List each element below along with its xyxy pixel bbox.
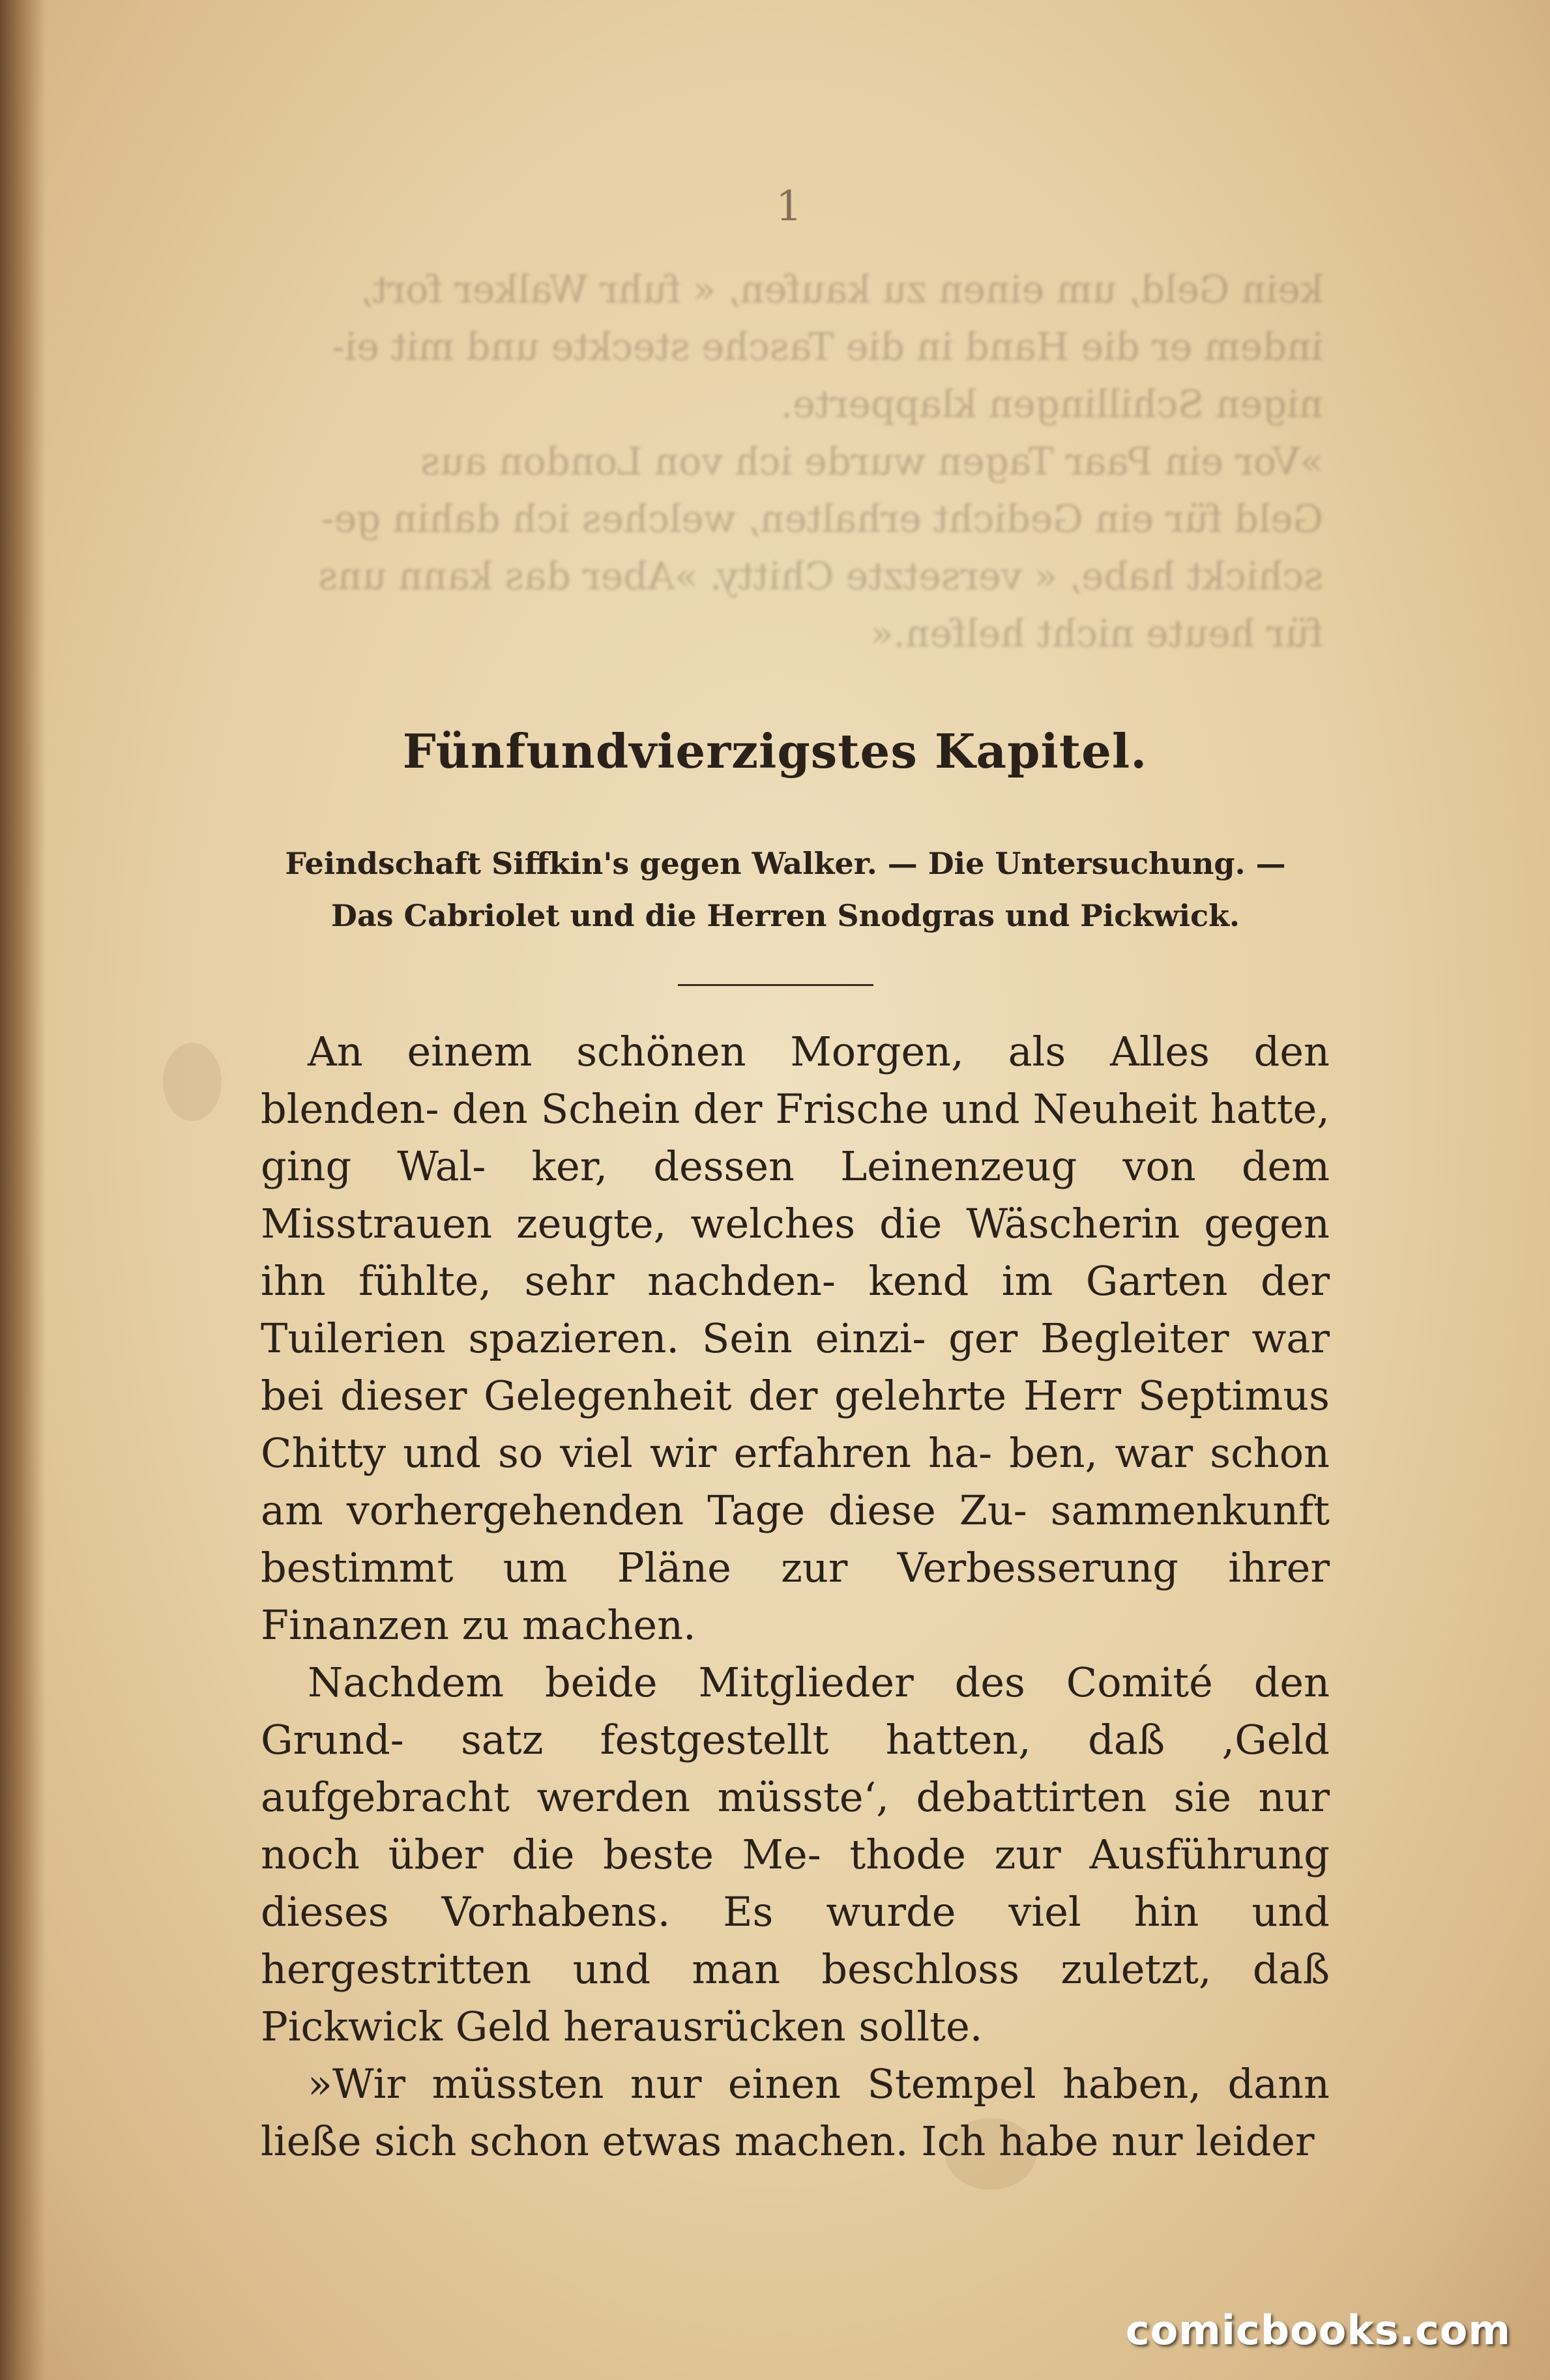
chapter-summary-line: Feindschaft Siffkin's gegen Walker. — Die Untersuchung. — — [285, 846, 1286, 881]
chapter-summary-line: Das Cabriolet und die Herren Snodgras und Pickwick. — [330, 898, 1240, 933]
bleed-line: nigen Schillingen klapperte. — [780, 382, 1323, 426]
paragraph: »Wir müssten nur einen Stempel haben, dann ließe sich schon etwas machen. Ich habe nur leider — [261, 2060, 1330, 2165]
paper-stain — [163, 1043, 222, 1121]
bleed-line: indem er die Hand in die Tasche steckte und mit ei- — [332, 325, 1323, 369]
bleed-line: Geld für ein Gedicht erhalten, welches ich dahin ge- — [321, 497, 1323, 541]
page-binding-edge — [0, 0, 46, 2380]
chapter-title: Fünfundvierzigstes Kapitel. — [402, 723, 1148, 779]
bleed-line: für heute nicht helfen.« — [870, 611, 1323, 656]
site-watermark: comicbooks.com — [1125, 2306, 1511, 2354]
body-text — [261, 1023, 1330, 2170]
page-number: 1 — [776, 182, 802, 231]
bleed-line: kein Geld, um einen zu kaufen, « fuhr Walker fort, — [360, 267, 1323, 312]
bleed-line: schickt habe, « versetzte Chitty. »Aber das kann uns — [318, 554, 1323, 598]
chapter-summary — [248, 837, 1323, 942]
section-divider — [678, 984, 873, 986]
paragraph: Nachdem beide Mitglieder des Comité den Grund- satz festgestellt hatten, daß ,Geld aufgebracht werden müsste‘, debattirten sie nur noch über die beste Me- thode zur Ausführung dieses Vorhabens. Es wurde viel hin und hergestritten und man beschloss zuletzt, daß Pickwick Geld herausrücken sollte. — [261, 1659, 1330, 2050]
bleed-through-text — [248, 261, 1323, 717]
bleed-line: »Vor ein Paar Tagen wurde ich von London aus — [420, 439, 1323, 484]
paragraph: An einem schönen Morgen, als Alles den blenden- den Schein der Frische und Neuheit hatte, ging Wal- ker, dessen Leinenzeug von dem Misstrauen zeugte, welches die Wäscherin gegen ihn fühlte, sehr nachden- kend im Garten der Tuilerien spazieren. Sein einzi- ger Begleiter war bei dieser Gelegenheit der gelehrte Herr Septimus Chitty und so viel wir erfahren ha- ben, war schon am vorhergehenden Tage diese Zu- sammenkunft bestimmt um Pläne zur Verbesserung ihrer Finanzen zu machen. — [261, 1028, 1330, 1649]
